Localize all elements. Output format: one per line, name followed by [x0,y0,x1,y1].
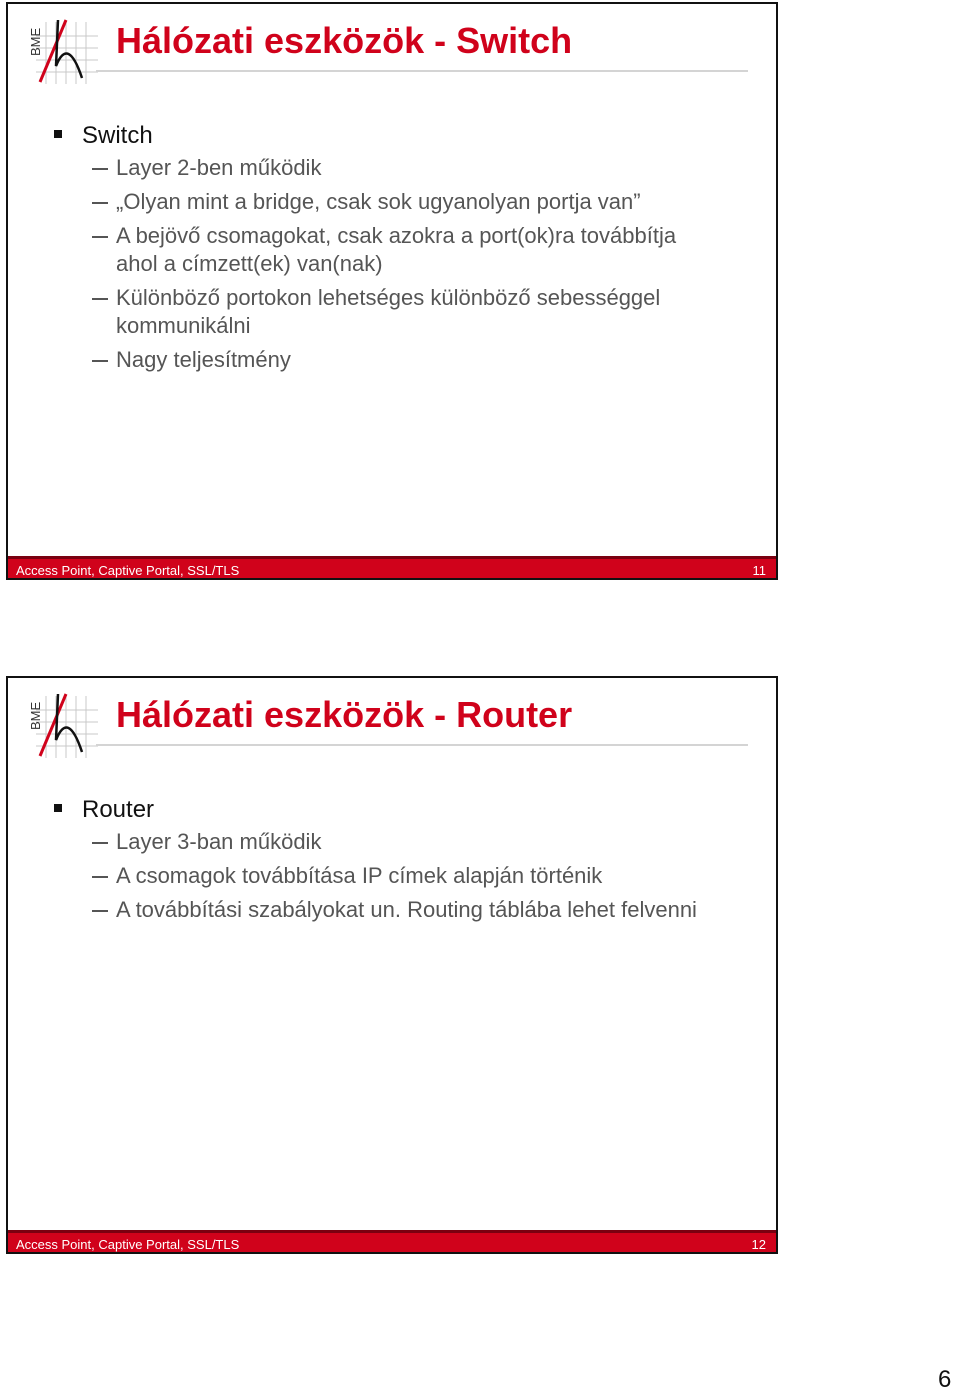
slide-number: 11 [752,563,766,578]
dash-bullet-icon [92,842,108,844]
bullet-label: Switch [82,122,153,149]
title-divider [96,70,748,72]
sub-bullet: Layer 3-ban működik [54,828,716,856]
dash-bullet-icon [92,360,108,362]
slide-switch [6,2,778,580]
bme-logo-icon [22,16,100,88]
bullet-item [54,120,754,152]
slide-number: 12 [751,1237,766,1252]
slide-router [6,676,778,1254]
sub-bullet: „Olyan mint a bridge, csak sok ugyanolyan portja van” [54,188,716,216]
dash-bullet-icon [92,236,108,238]
square-bullet-icon [54,130,62,138]
page-number: 6 [938,1366,952,1393]
slide-content [54,120,754,380]
sub-bullet-list [54,154,754,374]
slide-content [54,794,754,930]
square-bullet-icon [54,804,62,812]
sub-bullet: A bejövő csomagokat, csak azokra a port(ok)ra továbbítja ahol a címzett(ek) van(nak) [54,222,716,278]
bme-logo-icon [22,690,100,762]
sub-bullet: Layer 2-ben működik [54,154,716,182]
footer-text: Access Point, Captive Portal, SSL/TLS [16,1237,240,1252]
footer-text: Access Point, Captive Portal, SSL/TLS [16,563,240,578]
dash-bullet-icon [92,168,108,170]
slide-footer [8,556,776,578]
sub-bullet: A továbbítási szabályokat un. Routing táblába lehet felvenni [54,896,716,924]
title-divider [96,744,748,746]
logo-text: BME [28,27,43,56]
slide-title: Hálózati eszközök - Router [116,694,573,735]
sub-bullet: A csomagok továbbítása IP címek alapján történik [54,862,716,890]
dash-bullet-icon [92,298,108,300]
sub-bullet-list [54,828,754,924]
sub-bullet: Különböző portokon lehetséges különböző sebességgel kommunikálni [54,284,716,340]
bullet-label: Router [82,796,155,823]
slide-footer [8,1230,776,1252]
bullet-item [54,794,754,826]
slide-title: Hálózati eszközök - Switch [116,20,573,61]
dash-bullet-icon [92,202,108,204]
sub-bullet: Nagy teljesítmény [54,346,716,374]
dash-bullet-icon [92,876,108,878]
logo-text: BME [28,701,43,730]
dash-bullet-icon [92,910,108,912]
